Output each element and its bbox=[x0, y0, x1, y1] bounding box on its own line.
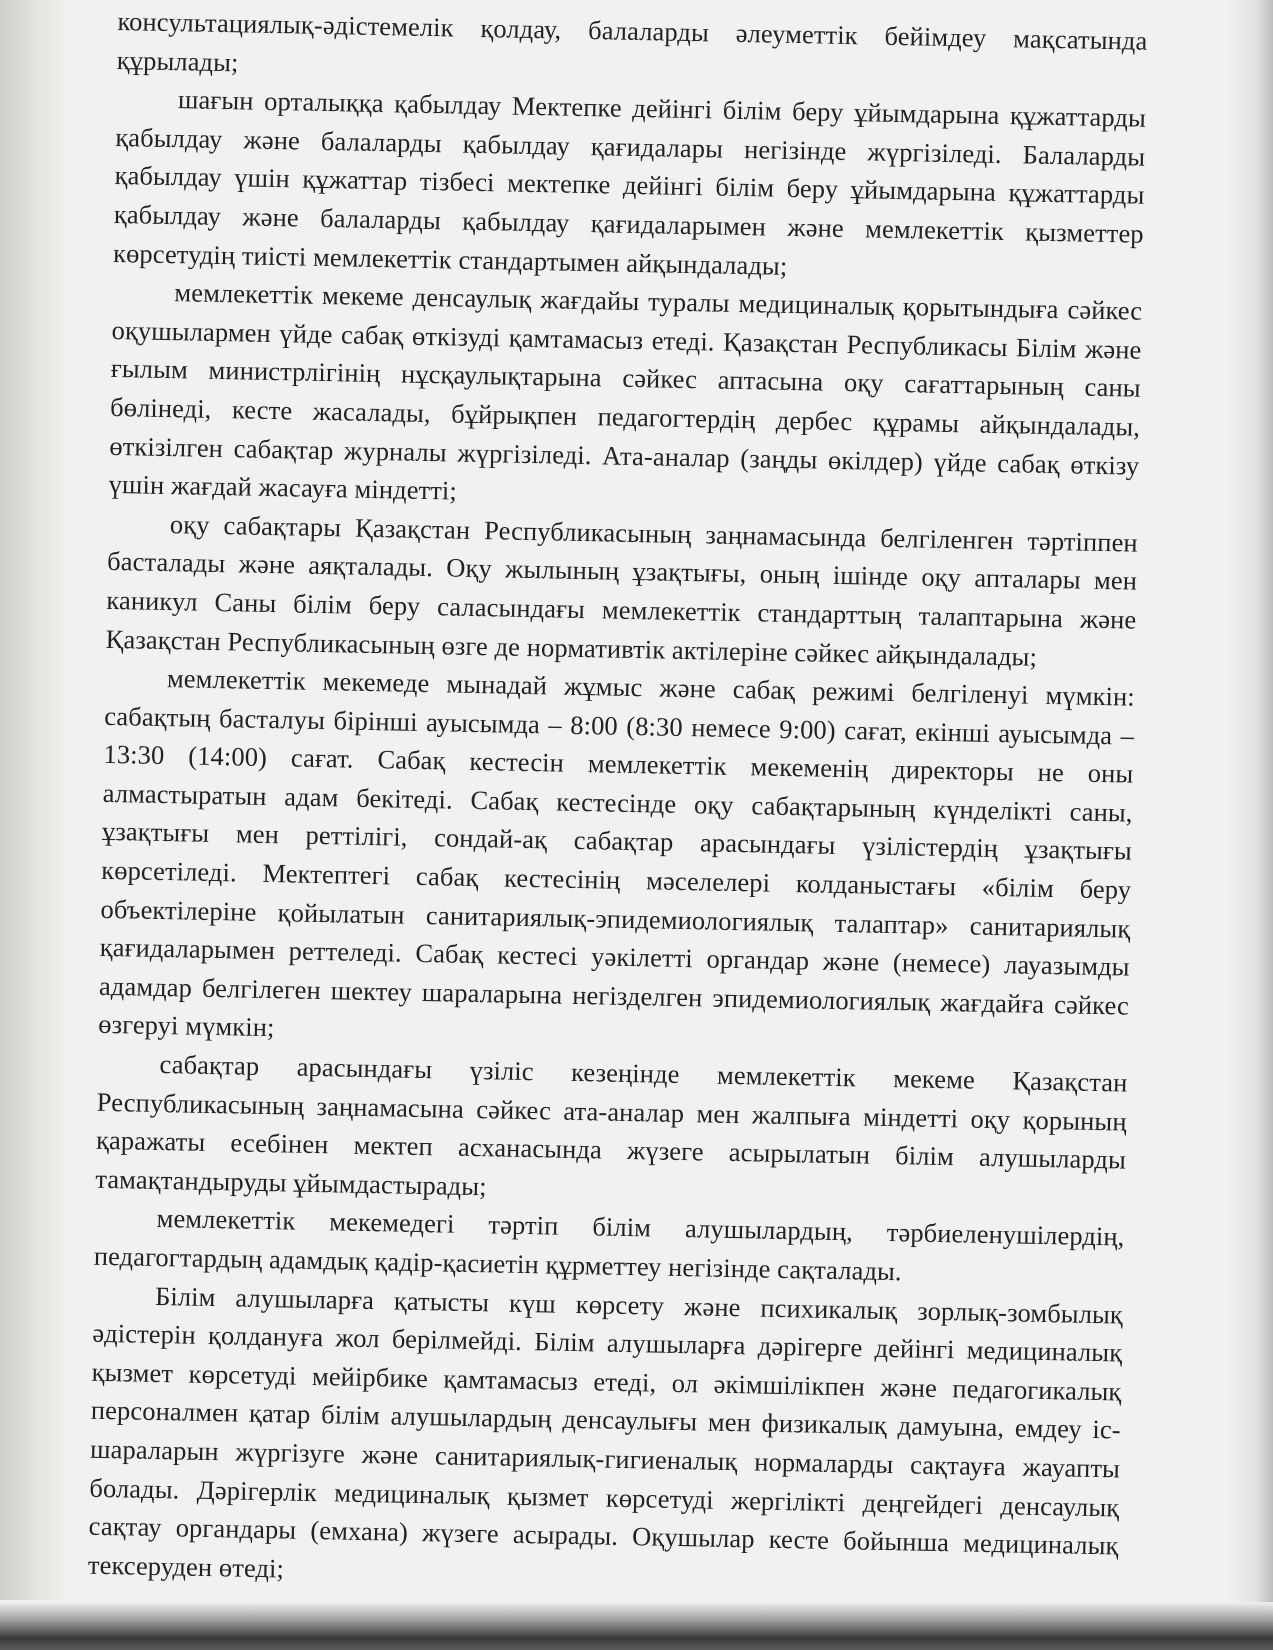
paragraph-mini-center-admission: шағын орталыққа қабылдау Мектепке дейінгі білім беру ұйымдарына құжаттарды қабылдау және балаларды қабылдау қағидалары негізінде жүргізіледі. Балаларды қабылдау үшін құжаттар тізбесі мектепке дейінгі білім беру ұйымдарына құжаттарды қабылдау және балаларды қабылдау қағидаларымен және мемлекеттік қызметтер көрсетудің тиісті мемлекеттік стандартымен айқындалады; bbox=[112, 84, 1147, 281]
document-body bbox=[88, 0, 1148, 1604]
paragraph-consultation: консультациялық-әдістемелік қолдау, балаларды әлеуметтік бейімдеу мақсатында құрылады; bbox=[116, 5, 1148, 77]
scanner-bottom-edge bbox=[0, 1602, 1273, 1650]
paragraph-school-meals: сабақтар арасындағы үзіліс кезеңінде мемлекеттік мекеме Қазақстан Республикасының заңнамасына сәйкес ата-аналар мен жалпыға міндетті оқу қорының қаражаты есебінен мектеп асханасында жүзеге асырылатын білім алушыларды тамақтандыруды ұйымдастырады; bbox=[95, 1049, 1128, 1202]
right-paper-edge bbox=[1229, 0, 1273, 1650]
left-shadow-edge bbox=[0, 0, 70, 1600]
paragraph-school-year: оқу сабақтары Қазақстан Республикасының заңнамасында белгіленген тәртіппен басталады және аяқталады. Оқу жылының ұзақтығы, оның ішінде оқу апталары мен каникул Саны білім беру саласындағы мемлекеттік стандарттың талаптарына және Қазақстан Республикасының өзге де нормативтік актілеріне сәйкес айқындалады; bbox=[105, 508, 1139, 672]
paragraph-discipline: мемлекеттік мекемедегі тәртіп білім алушылардың, тәрбиеленушілердің, педагогтардың адамдық қадір-қасиетін құрметтеу негізінде сақталады. bbox=[93, 1203, 1125, 1287]
paragraph-lesson-schedule: мемлекеттік мекемеде мынадай жұмыс және сабақ режимі белгіленуі мүмкін: сабақтың басталуы бірінші ауысымда – 8:00 (8:30 немесе 9:00) сағат, екінші ауысымда – 13:30 (14:00) сағат. Сабақ кестесін мемлекеттік мекеменің директоры не оны алмастыратын адам бекітеді. Сабақ кестесінде оқу сабақтарының күнделікті саны, ұзақтығы мен реттілігі, сондай-ақ сабақтар арасындағы үзілістердің ұзақтығы көрсетіледі. Мектептегі сабақ кестесінің мәселелері колданыстағы «білім беру объектілеріне қойылатын санитариялық-эпидемиологиялық талаптар» санитариялық қағидаларымен реттеледі. Сабақ кестесі уәкілетті органдар және (немесе) лауазымды адамдар белгілеген шектеу шараларына негізделген эпидемиологиялық жағдайға сәйкес өзгеруі мүмкін; bbox=[98, 663, 1136, 1043]
paragraph-home-schooling: мемлекеттік мекеме денсаулық жағдайы туралы медициналық қорытындыға сәйкес оқушылармен үйде сабақ өткізуді қамтамасыз етеді. Қазақстан Республикасы Білім және ғылым министрлігінің нұсқаулықтарына сәйкес аптасына оқу сағаттарының саны бөлінеді, кесте жасалады, бұйрықпен педагогтердің дербес құрамы айқындалады, өткізілген сабақтар журналы жүргізіледі. Ата-аналар (заңды өкілдер) үйде сабақ өткізу үшін жағдай жасауға міндетті; bbox=[108, 277, 1143, 506]
paragraph-medical-service: Білім алушыларға қатысты күш көрсету және психикалық зорлық-зомбылық әдістерін қолдануға жол берілмейді. Білім алушыларға дәрігерге дейінгі медициналық қызмет көрсетуді мейірбике қамтамасыз етеді, ол әкімшілікпен және педагогикалық персоналмен қатар білім алушылардың денсаулығы мен физикалық дамуына, емдеу іс-шараларын жүргізуге және санитариялық-гигиеналық нормаларды сақтауға жауапты болады. Дәрігерлік медициналық қызмет көрсетуді жергілікті деңгейдегі денсаулық сақтау органдары (емхана) жүзеге асырады. Оқушылар кесте бойынша медициналық тексеруден өтеді; bbox=[87, 1280, 1124, 1584]
